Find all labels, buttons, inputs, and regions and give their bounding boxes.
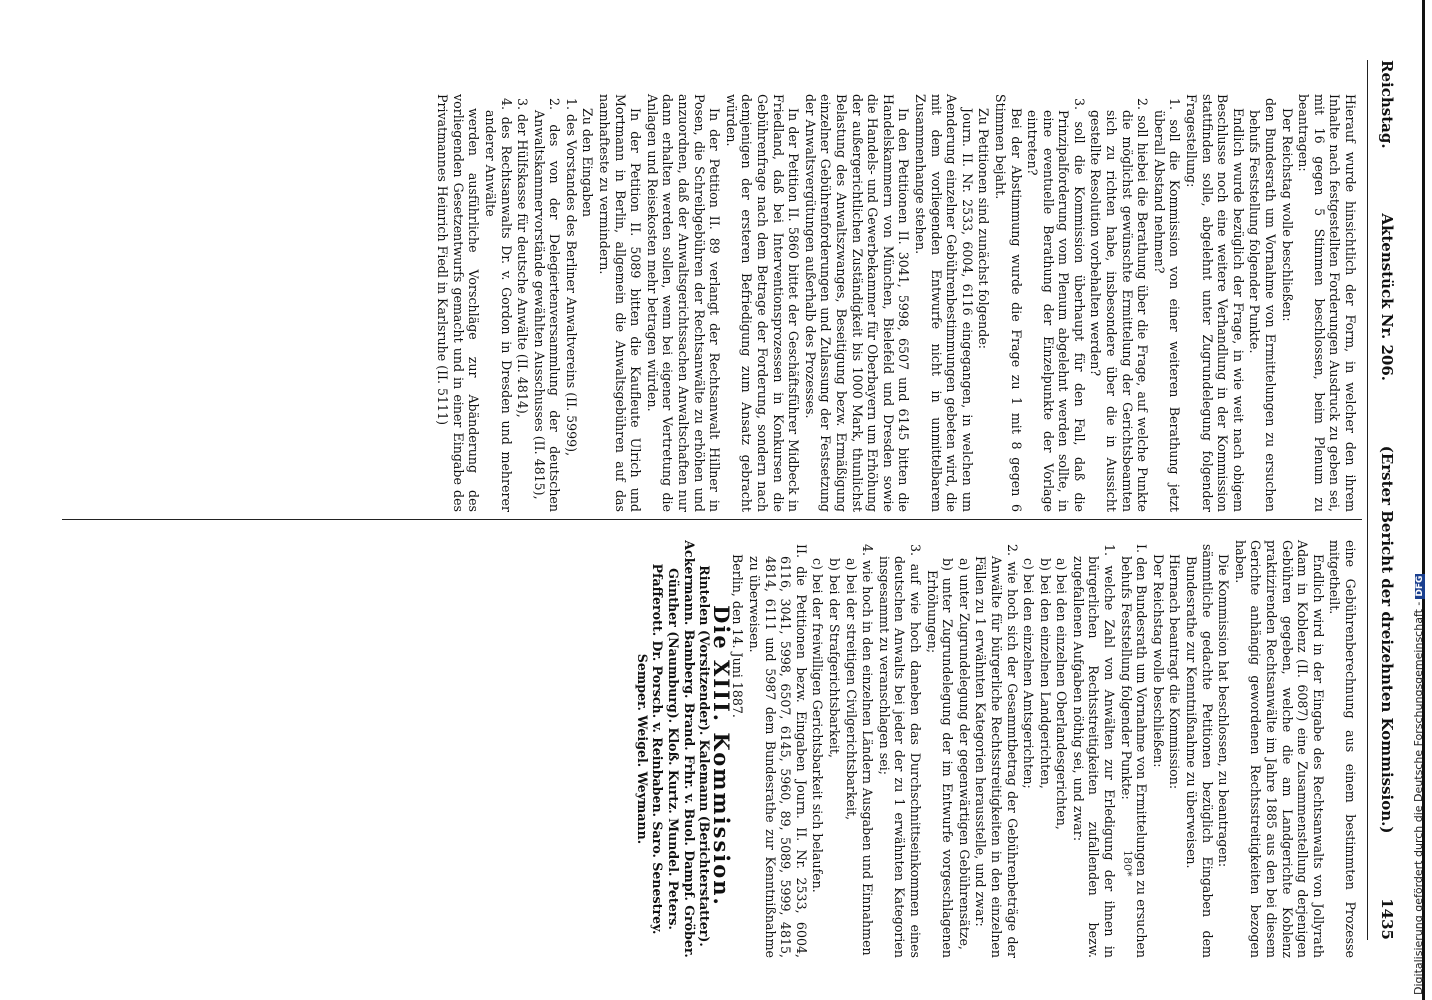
member-list: Rintelen (Vorsitzender). Kalemann (Berichterstatter). Ackermann. Bamberg. Brand. Frhr. v. Buol. Dampf. Gröber. Günther (Naumburg). Kloß. Kurtz. Mundel. Peters. Pfafferott. Dr. Porsch. v. Reinbaben. Saro. Senestrey. Semper. Weigel. Weymann.: [634, 540, 713, 958]
paragraph: Die Kommission hat beschlossen, zu beantragen:: [1216, 554, 1232, 868]
paragraph: 3. soll die Kommission überhaupt für den Fall, daß die Prinzipalforderung vom Plenum abgelehnt werden sollte, in eine eventuelle Berathung der Einzelpunkte der Vorlage eintreten?: [1025, 98, 1087, 512]
paragraph: eine Gebührenberechnung aus einem bestimmten Prozesse mitgetheilt.: [1327, 540, 1358, 958]
column-divider: [62, 519, 1362, 520]
paragraph: Berlin, den 14. Juni 1887.: [730, 554, 746, 718]
paragraph: Zu Petitionen sind zunächst folgende:: [976, 108, 992, 350]
paragraph: c) bei der freiwilligen Gerichtsbarkeit sich belaufen.: [810, 558, 826, 893]
left-column: [434, 94, 1358, 512]
paragraph: Hiernach beantragt die Kommission:: [1167, 554, 1183, 790]
paragraph: werden ausführliche Vorschläge zur Abänderung des vorliegenden Gesetzentwurfs gemacht und in einer Eingabe des Privatmannes Heinrich Fiedl in Karlsruhe (II. 5111): [435, 94, 482, 512]
paragraph: 2. wie hoch sich der Gesammtbetrag der Gebührenbeträge der Anwälte für bürgerliche Rechtsstreitigkeiten in den einzelnen Fällen zu 1 erwähnten Kategorien herausstelle, und zwar:: [973, 544, 1020, 958]
paragraph: In der Petition II. 5860 bittet der Geschäftsführer Midbeck in Friedland, daß bei Interventionsprozessen in Konkursen die Gebührenfrage nach dem Betrage der Forderung, sondern nach demjenigen der ersteren Befriedigung zum Ansatz gebracht würden.: [723, 94, 802, 512]
paragraph: 4. wie hoch in den einzelnen Ländern Ausgaben und Einnahmen: [860, 544, 876, 956]
paragraph: In der Petition II. 5089 bitten die Kaufleute Ulrich und Mortmann in Berlin, allgemein die Anwaltsgebühren auf das namhafteste zu vermindern.: [597, 94, 644, 512]
paragraph: Bei der Abstimmung wurde die Frage zu 1 mit 8 gegen 6 Stimmen bejaht.: [992, 94, 1024, 512]
paragraph: Journ. II. Nr. 2533, 6004, 6116 eingegangen, in welchen um Aenderung einzelner Gebührenbestimmungen gebeten wird, die mit dem vorliegenden Entwurfe nicht in unmittelbarem Zusammenhange stehen.: [912, 94, 975, 512]
paragraph: Der Reichstag wolle beschließen:: [1150, 554, 1166, 768]
paragraph: b) bei den einzelnen Landgerichten,: [1037, 558, 1053, 789]
paragraph: Hierauf wurde hinsichtlich der Form, in welcher den ihrem Inhalte nach festgestellten Forderungen Ausdruck zu geben sei, mit 16 gegen 5 Stimmen beschlossen, beim Plenum zu beantragen:: [1296, 94, 1358, 512]
paragraph: den Bundesrath um Vornahme von Ermittelungen zu ersuchen behufs Feststellung folgender Punkte.: [1247, 98, 1279, 512]
right-column: [633, 540, 1358, 958]
paragraph: 2. soll hiebei die Berathung über die Frage, auf welche Punkte die möglichst gewünschte Ermittelung der Gerichtsbeamten sich zu richten habe, insbesondere über die in Aussicht gestellte Resolution vorbehalten werden?: [1088, 98, 1151, 512]
paragraph: a) bei der streitigen Civilgerichtsbarkeit,: [843, 558, 859, 821]
paragraph: 1. welche Zahl von Anwälten zur Erledigung der ihnen in bürgerlichen Rechtsstreitigkeiten zufallenden bezw. zugefallenen Aufgaben nöthig sei, und zwar:: [1070, 544, 1118, 958]
header-rule: [1367, 60, 1368, 940]
paragraph: a) unter Zugrundelegung der gegenwärtigen Gebührensätze,: [956, 558, 972, 950]
paragraph: 2. des von der Delegiertenversammlung der deutschen Anwaltskammervorstände gewählten Ausschusses (II. 4815),: [531, 98, 563, 512]
commission-title: Die XIII. Kommission.: [708, 605, 734, 907]
paragraph: 3. der Hülfskasse für deutsche Anwälte (II. 4814),: [515, 98, 531, 418]
paragraph: 4. des Rechtsanwalts Dr. v. Gordon in Dresden und mehrerer anderer Anwälte: [482, 98, 514, 512]
paragraph: Endlich wurde bezüglich der Frage, in wie weit nach obigem Beschlusse noch eine weitere Verhandlung in der Kommission stattfinden solle, abgelehnt unter Zugrundelegung folgender Fragestellung:: [1184, 94, 1246, 512]
header-left: Reichstag.: [1378, 60, 1396, 149]
paragraph: Endlich wird in der Eingabe des Rechtsanwalts von Jollyrath Adam in Koblenz (II. 6087) eine Zusammenstellung derjenigen Gebühren gegeben, welche die am Landgerichte Koblenz praktizirenden Rechtsanwälte im Jahre 1885 aus den bei diesem Gerichte anhängig gewordenen Rechtsstreitigkeiten bezogen haben.: [1232, 540, 1326, 958]
paragraph: 1. soll die Kommission von einer weiteren Berathung jetzt überall Abstand nehmen?: [1151, 98, 1183, 512]
paragraph: II. die Petitionen bezw. Eingaben Journ. II. Nr. 2533, 6004, 6116, 3041, 5998, 6507, 6145, 5960, 89, 5089, 5999, 4815, 4814, 6111 und 5987 dem Bundesrathe zur Kenntnißnahme zu überweisen.: [747, 544, 809, 958]
page-footer-mark: 180*: [1121, 850, 1134, 877]
page-number: 1435: [1378, 898, 1396, 940]
paragraph: Der Reichstag wolle beschließen:: [1279, 108, 1295, 322]
paragraph: b) unter Zugrundelegung der im Entwurfe vorgeschlagenen Erhöhungen;: [924, 558, 956, 958]
header-center: Aktenstück Nr. 206.: [1378, 213, 1396, 381]
paragraph: Zu den Eingaben: [580, 108, 596, 218]
paragraph: In der Petition II. 89 verlangt der Rechtsanwalt Hillner in Posen, die Schreibgebühren der Rechtsanwälte zu erhöhen und anzuordnen, daß der Anwaltsgerichtssachen Anwaltschaften nur dann erhalten werden sollen, wenn bei eigener Vertretung die Anlagen und Reisekosten mehr betragen würden.: [644, 94, 723, 512]
paragraph: 3. auf wie hoch daneben das Durchschnittseinkommen eines deutschen Anwalts bei jeder der zu 1 erwähnten Kategorien insgesammt zu veranschlagen sei;: [876, 544, 923, 958]
paragraph: I. den Bundesrath um Vornahme von Ermittelungen zu ersuchen behufs Feststellung folgender Punkte:: [1118, 544, 1150, 958]
dfg-logo: DFG: [1415, 575, 1425, 597]
digitization-note: Digitalisierung gefördert durch die Deutsche Forschungsgemeinschaft -DFG: [1412, 575, 1425, 995]
header-right: (Erster Bericht der dreizehnten Kommission.): [1378, 445, 1396, 834]
paragraph: a) bei den einzelnen Oberlandesgerichten,: [1054, 558, 1070, 830]
paragraph: In den Petitionen II. 3041, 5998, 6507 und 6145 bitten die Handelskammern von München, Bielefeld und Dresden sowie die Handels- und Gewerbekammer für Oberbayern um Erhöhung der außergerichtlichen Zuständigkeit bis 1000 Mark, thunlichst Belastung des Anwaltszwanges, Beseitigung bezw. Ermäßigung einzelner Gebührenforderungen und Zulassung der Festsetzung der Anwaltsvergütungen außerhalb des Prozesses.: [802, 94, 912, 512]
paragraph: 1. des Vorstandes des Berliner Anwaltvereins (II. 5999),: [563, 98, 579, 457]
running-header: [1372, 60, 1396, 940]
paragraph: c) bei den einzelnen Amtsgerichten;: [1021, 558, 1037, 789]
paragraph: b) bei der Strafgerichtsbarkeit,: [827, 558, 842, 758]
paragraph: sämmtliche gedachte Petitionen bezüglich Eingaben dem Bundesrathe zur Kenntnißnahme zu überweisen.: [1184, 544, 1215, 958]
